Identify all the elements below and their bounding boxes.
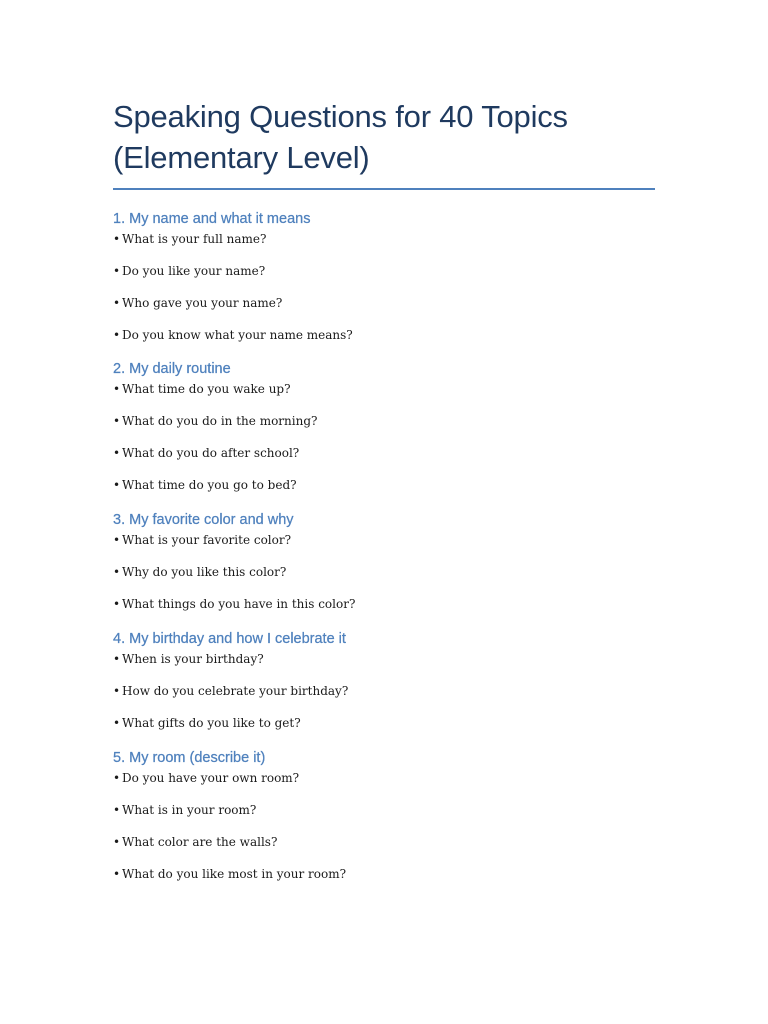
question-item (113, 533, 655, 547)
question-item (113, 328, 655, 342)
question-list (113, 382, 655, 492)
question-text: What color are the walls? (122, 835, 278, 849)
question-text: When is your birthday? (122, 652, 264, 666)
question-item (113, 803, 655, 817)
question-text: Why do you like this color? (122, 565, 287, 579)
bullet-icon: • (113, 835, 121, 849)
topic-section-2 (113, 359, 655, 492)
document-page (113, 96, 655, 881)
question-item (113, 867, 655, 881)
question-item (113, 478, 655, 492)
question-text: Do you know what your name means? (122, 328, 353, 342)
bullet-icon: • (113, 382, 121, 396)
bullet-icon: • (113, 716, 121, 730)
topic-heading: 3. My favorite color and why (113, 512, 294, 528)
question-text: How do you celebrate your birthday? (122, 684, 349, 698)
topic-section-1 (113, 209, 655, 342)
question-item (113, 716, 655, 730)
question-item (113, 684, 655, 698)
question-list (113, 652, 655, 730)
question-text: What do you do after school? (122, 446, 300, 460)
bullet-icon: • (113, 328, 121, 342)
question-text: What is your full name? (122, 232, 267, 246)
bullet-icon: • (113, 803, 121, 817)
bullet-icon: • (113, 446, 121, 460)
question-text: What do you do in the morning? (122, 414, 318, 428)
question-text: Who gave you your name? (122, 296, 283, 310)
question-item (113, 414, 655, 428)
question-item (113, 835, 655, 849)
question-item (113, 264, 655, 278)
bullet-icon: • (113, 771, 121, 785)
topic-section-4 (113, 629, 655, 730)
bullet-icon: • (113, 597, 121, 611)
bullet-icon: • (113, 565, 121, 579)
question-text: What time do you go to bed? (122, 478, 297, 492)
bullet-icon: • (113, 867, 121, 881)
topic-heading: 4. My birthday and how I celebrate it (113, 631, 346, 647)
question-item (113, 232, 655, 246)
question-text: Do you like your name? (122, 264, 266, 278)
page-title-line-2: (Elementary Level) (113, 140, 370, 175)
page-title-line-1: Speaking Questions for 40 Topics (113, 99, 568, 134)
bullet-icon: • (113, 414, 121, 428)
question-item (113, 597, 655, 611)
question-text: What is in your room? (122, 803, 257, 817)
question-item (113, 446, 655, 460)
question-text: What things do you have in this color? (122, 597, 356, 611)
topic-heading: 2. My daily routine (113, 361, 231, 377)
bullet-icon: • (113, 296, 121, 310)
question-list (113, 533, 655, 611)
topic-section-5 (113, 748, 655, 881)
title-divider (113, 188, 655, 190)
topic-heading: 1. My name and what it means (113, 211, 311, 227)
question-item (113, 565, 655, 579)
bullet-icon: • (113, 684, 121, 698)
question-list (113, 232, 655, 342)
bullet-icon: • (113, 232, 121, 246)
question-text: What time do you wake up? (122, 382, 291, 396)
topic-section-3 (113, 510, 655, 611)
question-list (113, 771, 655, 881)
bullet-icon: • (113, 652, 121, 666)
question-item (113, 771, 655, 785)
question-text: What do you like most in your room? (122, 867, 347, 881)
bullet-icon: • (113, 533, 121, 547)
page-title (113, 96, 655, 178)
question-item (113, 652, 655, 666)
question-text: What gifts do you like to get? (122, 716, 301, 730)
bullet-icon: • (113, 478, 121, 492)
question-item (113, 382, 655, 396)
topic-heading: 5. My room (describe it) (113, 750, 266, 766)
question-text: What is your favorite color? (122, 533, 292, 547)
question-item (113, 296, 655, 310)
question-text: Do you have your own room? (122, 771, 300, 785)
bullet-icon: • (113, 264, 121, 278)
